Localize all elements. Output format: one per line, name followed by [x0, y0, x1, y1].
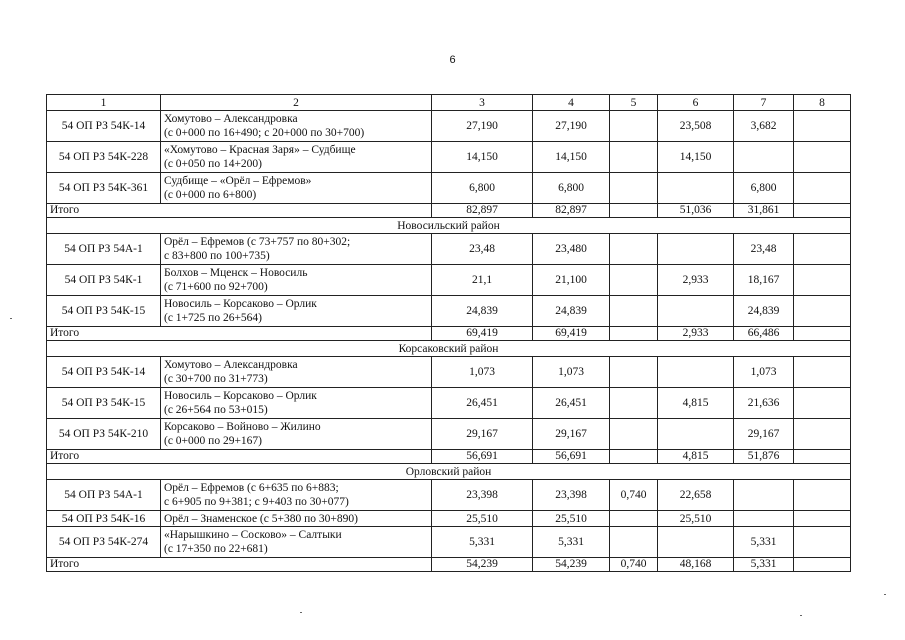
value-cell-c7: 3,682: [734, 111, 794, 142]
total-cell-c5: [610, 327, 658, 341]
value-cell-c6: [658, 173, 734, 204]
total-cell-c4: 69,419: [533, 327, 610, 341]
value-cell-c7: 6,800: [734, 173, 794, 204]
value-cell-c8: [794, 480, 851, 511]
total-cell-c3: 82,897: [432, 204, 533, 218]
road-range: (с 1+725 по 26+564): [164, 312, 263, 324]
road-code: 54 ОП РЗ 54К-228: [47, 142, 161, 173]
value-cell-c8: [794, 357, 851, 388]
value-cell-c6: 2,933: [658, 265, 734, 296]
total-cell-c3: 69,419: [432, 327, 533, 341]
scan-speck: [300, 612, 302, 613]
total-row: [47, 327, 851, 341]
value-cell-c4: 1,073: [533, 357, 610, 388]
road-code: 54 ОП РЗ 54К-210: [47, 419, 161, 450]
road-name: Судбище – «Орёл – Ефремов»: [164, 175, 312, 187]
table-row: [47, 511, 851, 527]
total-label: Итого: [47, 450, 432, 464]
table-body: [47, 95, 851, 572]
road-name: «Хомутово – Красная Заря» – Судбище: [164, 144, 356, 156]
value-cell-c7: [734, 511, 794, 527]
road-name: Орёл – Знаменское (с 5+380 по 30+890): [164, 512, 358, 525]
value-cell-c3: 6,800: [432, 173, 533, 204]
table-row: [47, 234, 851, 265]
road-name-cell: [161, 480, 432, 511]
table-row: [47, 419, 851, 450]
road-range: (с 71+600 по 92+700): [164, 281, 268, 293]
value-cell-c8: [794, 511, 851, 527]
road-code: 54 ОП РЗ 54К-274: [47, 527, 161, 558]
road-code: 54 ОП РЗ 54К-15: [47, 388, 161, 419]
total-row: [47, 450, 851, 464]
scan-speck: [10, 318, 12, 319]
road-range: (с 17+350 по 22+681): [164, 543, 268, 555]
value-cell-c3: 27,190: [432, 111, 533, 142]
value-cell-c4: 29,167: [533, 419, 610, 450]
road-name: Орёл – Ефремов (с 6+635 по 6+883;: [164, 482, 339, 494]
district-row: [47, 218, 851, 234]
total-row: [47, 558, 851, 572]
value-cell-c7: [734, 480, 794, 511]
value-cell-c3: 1,073: [432, 357, 533, 388]
road-name-cell: [161, 234, 432, 265]
road-name-cell: [161, 419, 432, 450]
district-row: [47, 464, 851, 480]
district-heading: Новосильский район: [47, 218, 851, 234]
value-cell-c4: 25,510: [533, 511, 610, 527]
value-cell-c4: 24,839: [533, 296, 610, 327]
road-name: Новосиль – Корсаково – Орлик: [164, 298, 317, 310]
value-cell-c6: [658, 419, 734, 450]
scan-speck: [800, 615, 802, 616]
road-name: Корсаково – Войново – Жилино: [164, 421, 321, 433]
road-code: 54 ОП РЗ 54К-16: [47, 511, 161, 527]
value-cell-c8: [794, 419, 851, 450]
value-cell-c4: 14,150: [533, 142, 610, 173]
page-number: 6: [449, 54, 456, 66]
value-cell-c5: [610, 511, 658, 527]
road-code: 54 ОП РЗ 54К-14: [47, 357, 161, 388]
total-cell-c6: 48,168: [658, 558, 734, 572]
table-row: [47, 296, 851, 327]
table-row: [47, 527, 851, 558]
road-code: 54 ОП РЗ 54К-1: [47, 265, 161, 296]
road-name-cell: [161, 357, 432, 388]
total-cell-c5: [610, 450, 658, 464]
total-cell-c7: 66,486: [734, 327, 794, 341]
road-code: 54 ОП РЗ 54А-1: [47, 234, 161, 265]
scan-speck: [884, 594, 886, 595]
value-cell-c8: [794, 234, 851, 265]
table-row: [47, 111, 851, 142]
road-name: Болхов – Мценск – Новосиль: [164, 267, 308, 279]
value-cell-c7: 18,167: [734, 265, 794, 296]
value-cell-c6: [658, 296, 734, 327]
header-cell: 1: [47, 95, 161, 111]
header-cell: 5: [610, 95, 658, 111]
value-cell-c4: 21,100: [533, 265, 610, 296]
total-row: [47, 204, 851, 218]
road-range: (с 30+700 по 31+773): [164, 373, 268, 385]
total-cell-c4: 54,239: [533, 558, 610, 572]
value-cell-c6: [658, 527, 734, 558]
value-cell-c7: 29,167: [734, 419, 794, 450]
value-cell-c4: 23,398: [533, 480, 610, 511]
value-cell-c7: 1,073: [734, 357, 794, 388]
value-cell-c7: 23,48: [734, 234, 794, 265]
value-cell-c8: [794, 111, 851, 142]
value-cell-c8: [794, 173, 851, 204]
road-name-cell: [161, 511, 432, 527]
total-cell-c6: 51,036: [658, 204, 734, 218]
total-cell-c6: 4,815: [658, 450, 734, 464]
road-range: (с 0+000 по 16+490; с 20+000 по 30+700): [164, 127, 365, 139]
value-cell-c5: [610, 234, 658, 265]
value-cell-c5: [610, 265, 658, 296]
header-cell: 8: [794, 95, 851, 111]
table-row: [47, 388, 851, 419]
value-cell-c3: 26,451: [432, 388, 533, 419]
road-name-cell: [161, 527, 432, 558]
road-name-cell: [161, 265, 432, 296]
road-range: с 83+800 по 100+735): [164, 250, 270, 262]
road-name: Хомутово – Александровка: [164, 359, 298, 371]
road-name: «Нарышкино – Сосково» – Салтыки: [164, 529, 342, 541]
total-cell-c8: [794, 204, 851, 218]
value-cell-c5: 0,740: [610, 480, 658, 511]
total-cell-c7: 5,331: [734, 558, 794, 572]
total-cell-c8: [794, 450, 851, 464]
total-label: Итого: [47, 204, 432, 218]
header-row: [47, 95, 851, 111]
road-name: Орёл – Ефремов (с 73+757 по 80+302;: [164, 236, 351, 248]
value-cell-c7: 5,331: [734, 527, 794, 558]
road-name: Хомутово – Александровка: [164, 113, 298, 125]
value-cell-c7: 24,839: [734, 296, 794, 327]
value-cell-c5: [610, 173, 658, 204]
value-cell-c5: [610, 142, 658, 173]
total-cell-c5: [610, 204, 658, 218]
value-cell-c8: [794, 142, 851, 173]
road-range: (с 26+564 по 53+015): [164, 404, 268, 416]
value-cell-c5: [610, 296, 658, 327]
total-cell-c4: 56,691: [533, 450, 610, 464]
header-cell: 2: [161, 95, 432, 111]
header-cell: 4: [533, 95, 610, 111]
value-cell-c3: 25,510: [432, 511, 533, 527]
road-name-cell: [161, 173, 432, 204]
table-row: [47, 173, 851, 204]
value-cell-c4: 6,800: [533, 173, 610, 204]
value-cell-c4: 23,480: [533, 234, 610, 265]
road-range: (с 0+050 по 14+200): [164, 158, 263, 170]
value-cell-c8: [794, 265, 851, 296]
header-cell: 6: [658, 95, 734, 111]
road-range: (с 0+000 по 6+800): [164, 189, 257, 201]
value-cell-c5: [610, 111, 658, 142]
header-cell: 3: [432, 95, 533, 111]
value-cell-c3: 23,48: [432, 234, 533, 265]
road-code: 54 ОП РЗ 54К-14: [47, 111, 161, 142]
value-cell-c6: 23,508: [658, 111, 734, 142]
value-cell-c3: 23,398: [432, 480, 533, 511]
value-cell-c8: [794, 527, 851, 558]
value-cell-c4: 26,451: [533, 388, 610, 419]
road-range: с 6+905 по 9+381; с 9+403 по 30+077): [164, 496, 349, 508]
road-name-cell: [161, 388, 432, 419]
value-cell-c8: [794, 388, 851, 419]
table-row: [47, 480, 851, 511]
value-cell-c3: 5,331: [432, 527, 533, 558]
value-cell-c8: [794, 296, 851, 327]
total-cell-c3: 54,239: [432, 558, 533, 572]
value-cell-c6: 14,150: [658, 142, 734, 173]
total-cell-c8: [794, 558, 851, 572]
value-cell-c5: [610, 357, 658, 388]
total-cell-c8: [794, 327, 851, 341]
value-cell-c7: [734, 142, 794, 173]
road-name-cell: [161, 296, 432, 327]
value-cell-c5: [610, 419, 658, 450]
district-row: [47, 341, 851, 357]
road-code: 54 ОП РЗ 54К-15: [47, 296, 161, 327]
header-cell: 7: [734, 95, 794, 111]
road-name: Новосиль – Корсаково – Орлик: [164, 390, 317, 402]
value-cell-c5: [610, 388, 658, 419]
value-cell-c6: [658, 357, 734, 388]
road-name-cell: [161, 111, 432, 142]
value-cell-c3: 29,167: [432, 419, 533, 450]
roads-table: [46, 94, 851, 572]
value-cell-c3: 14,150: [432, 142, 533, 173]
table-row: [47, 142, 851, 173]
value-cell-c5: [610, 527, 658, 558]
total-cell-c5: 0,740: [610, 558, 658, 572]
district-heading: Орловский район: [47, 464, 851, 480]
road-code: 54 ОП РЗ 54А-1: [47, 480, 161, 511]
value-cell-c4: 5,331: [533, 527, 610, 558]
value-cell-c6: 22,658: [658, 480, 734, 511]
total-label: Итого: [47, 327, 432, 341]
total-label: Итого: [47, 558, 432, 572]
total-cell-c4: 82,897: [533, 204, 610, 218]
table-row: [47, 357, 851, 388]
total-cell-c7: 31,861: [734, 204, 794, 218]
value-cell-c4: 27,190: [533, 111, 610, 142]
value-cell-c3: 21,1: [432, 265, 533, 296]
total-cell-c7: 51,876: [734, 450, 794, 464]
road-range: (с 0+000 по 29+167): [164, 435, 263, 447]
total-cell-c6: 2,933: [658, 327, 734, 341]
total-cell-c3: 56,691: [432, 450, 533, 464]
value-cell-c6: 4,815: [658, 388, 734, 419]
value-cell-c6: 25,510: [658, 511, 734, 527]
value-cell-c3: 24,839: [432, 296, 533, 327]
table-row: [47, 265, 851, 296]
value-cell-c6: [658, 234, 734, 265]
value-cell-c7: 21,636: [734, 388, 794, 419]
road-name-cell: [161, 142, 432, 173]
road-code: 54 ОП РЗ 54К-361: [47, 173, 161, 204]
district-heading: Корсаковский район: [47, 341, 851, 357]
